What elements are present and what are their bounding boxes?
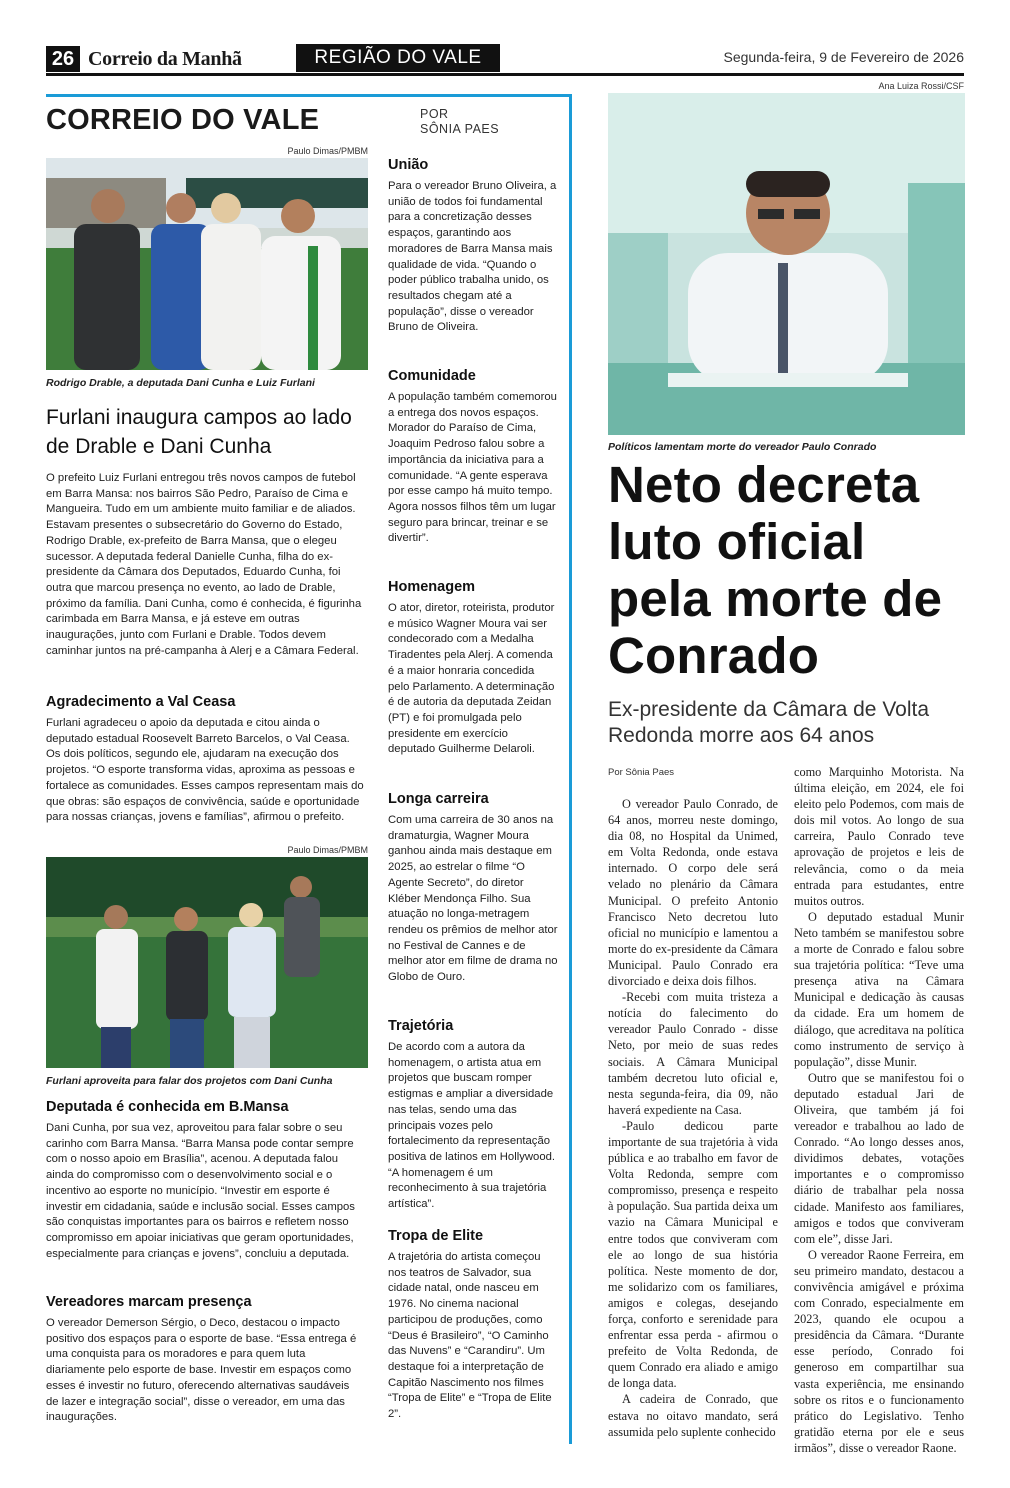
text-deputada: Dani Cunha, por sua vez, aproveitou para falar sobre o seu carinho com Barra Mansa. “Barra Mansa pode contar sempre com o nosso apoio em Brasília”, acenou. A deputada falou ainda do compromisso com o desenvolvimento social e o incentivo ao esporte no município. “Investir em esporte é investir em cidadania, saúde e inclusão social. Esses campos são conquistas importantes para os bairros e refletem nosso compromisso em apoiar iniciativas que geram oportunidades, especialmente para crianças e jovens”, concluiu a deputada.: [46, 1122, 355, 1260]
photo1-image: [46, 158, 368, 370]
main-photo-portrait: [608, 93, 965, 435]
column-headline: Furlani inaugura campos ao lado de Drable e Dani Cunha: [46, 406, 352, 458]
main-photo-caption: Políticos lamentam morte do vereador Paulo Conrado: [608, 441, 877, 453]
column-top-rule: [46, 94, 572, 97]
text-vereadores: O vereador Demerson Sérgio, o Deco, destacou o impacto positivo dos espaços para o esporte de base. “Essa entrega é uma conquista para os moradores e para quem luta diariamente pelo esporte de base. Investir em espaços como esses é investir no futuro, oferecendo alternativas saudáveis de lazer e integração social”, disse o vereador, em uma das inaugurações.: [46, 1317, 357, 1424]
column-byline-name: SÔNIA PAES: [420, 122, 500, 136]
section-label: REGIÃO DO VALE: [296, 44, 500, 72]
text-comunidade: A população também comemorou a entrega dos novos espaços. Morador do Paraíso de Cima, Joaquim Pedroso falou sobre a importância da iniciativa para a comunidade. “A gente esperava por esse campo há muito tempo. Agora nossos filhos têm um lugar seguro para brincar, treinar e se divertir”.: [388, 391, 557, 545]
page-number: 26: [46, 46, 80, 72]
photo1-caption: Rodrigo Drable, a deputada Dani Cunha e Luiz Furlani: [46, 377, 315, 389]
subhead-longa-carreira: Longa carreira: [388, 791, 489, 807]
main-story-column-1: [608, 796, 778, 1440]
column-intro: O prefeito Luiz Furlani entregou três novos campos de futebol em Barra Mansa: nos bairros São Pedro, Paraíso de Cima e Mangueira. Tudo em um ambiente muito familiar e de aliados. Estavam presentes o subsecretário do Governo do Estado, Rodrigo Drable, ex-prefeito de Barra Mansa, que o elegeu sucessor. A deputada federal Danielle Cunha, filha do ex-presidente da Câmara dos Deputados, Eduardo Cunha, foi outra que marcou presença no evento, ao lado de Drable, próximo da família. Dani Cunha, como é conhecida, é figurinha carimbada em Barra Mansa, e já esteve em outras inaugurações, junto com Furlani e Drable. Todos devem caminhar juntos na pré-campanha à Alerj e a Câmara Federal.: [46, 472, 362, 657]
subhead-vereadores: Vereadores marcam presença: [46, 1294, 252, 1310]
main-dek: Ex-presidente da Câmara de Volta Redonda morre aos 64 anos: [608, 698, 930, 747]
main-paragraph: A cadeira de Conrado, que estava no oitavo mandato, será assumida pelo suplente conhecido: [608, 1392, 778, 1439]
photo2-caption: Furlani aproveita para falar dos projetos com Dani Cunha: [46, 1075, 333, 1087]
subhead-homenagem: Homenagem: [388, 579, 476, 595]
text-tropa-de-elite: A trajetória do artista começou nos teatros de Salvador, sua cidade natal, onde nasceu em 1976. No cinema nacional participou de produções, como “Deus é Brasileiro”, “O Caminho das Nuvens” e “Carandiru”. Um destaque foi a interpretação de Capitão Nascimento nos filmes “Tropa de Elite” e “Tropa de Elite 2”.: [388, 1251, 552, 1421]
main-paragraph: Outro que se manifestou foi o deputado estadual Jari de Oliveira, que também já foi vereador e trabalhou ao lado de Conrado. “Ao longo desses anos, dividimos debates, votações importantes e o compromisso diário de trabalhar pela nossa cidade. Manifesto aos familiares, amigos e todos que conviveram com ele”, disse Jari.: [794, 1070, 964, 1246]
main-paragraph: -Paulo dedicou parte importante de sua trajetória à vida pública e ao trabalho em favor de Volta Redonda, sempre com compromisso, presença e respeito à população. Sua partida deixa um vazio na Câmara Municipal e entre todos que conviveram com ele ao longo de sua história política. Neste momento de dor, me solidarizo com os familiares, amigos e colegas, desejando força, conforto e serenidade para enfrentar essa perda - afirmou o prefeito de Volta Redonda, de quem Conrado era aliado e amigo de longa data.: [608, 1118, 778, 1391]
photo-event-inauguration: [46, 158, 368, 370]
main-photo-image: [608, 93, 965, 435]
photo2-credit: Paulo Dimas/PMBM: [287, 845, 368, 855]
photo-field-walk: [46, 857, 368, 1068]
publication-name: Correio da Manhã: [88, 48, 242, 70]
subhead-val-ceasa: Agradecimento a Val Ceasa: [46, 694, 236, 710]
text-val-ceasa: Furlani agradeceu o apoio da deputada e citou ainda o deputado estadual Roosevelt Barreto Barcelos, o Val Ceasa. Os dois políticos, segundo ele, ajudaram na execução dos projetos. “O esporte transforma vidas, aproxima as pessoas e fortalece as comunidades. Esses campos representam mais do que obras: são espaços de convivência, saúde e oportunidade para nossas crianças, jovens e famílias”, afirmou o prefeito.: [46, 717, 364, 824]
main-paragraph: O deputado estadual Munir Neto também se manifestou sobre a morte de Conrado e falou sobre sua trajetória política: “Teve uma presença ativa na Câmara Municipal e dedicação às causas da cidade. Era um homem de diálogo, que acreditava na política como instrumento de serviço à população”, disse Munir.: [794, 909, 964, 1069]
main-paragraph: O vereador Raone Ferreira, em seu primeiro mandato, destacou a convivência amigável e próxima com Conrado, especialmente em 2023, quando ele ocupou a presidência da Câmara. “Durante esse período, Conrado foi generoso em compartilhar sua vasta experiência, me ensinando sobre os ritos e o funcionamento prático do Legislativo. Tenho gratidão eterna por ele e seus irmãos”, disse o vereador Raone.: [794, 1247, 964, 1455]
text-trajetoria: De acordo com a autora da homenagem, o artista atua em projetos que buscam romper estigmas e ampliar a diversidade nas telas, sendo uma das principais vozes pelo fortalecimento da representação positiva de latinos em Hollywood. “A homenagem é um reconhecimento à sua trajetória artística”.: [388, 1041, 556, 1211]
column-title: CORREIO DO VALE: [46, 104, 320, 136]
subhead-deputada: Deputada é conhecida em B.Mansa: [46, 1099, 289, 1115]
header-rule: [46, 73, 964, 76]
main-paragraph: O vereador Paulo Conrado, de 64 anos, morreu neste domingo, dia 08, no Hospital da Unimed, em Volta Redonda, onde estava internado. O corpo dele será velado no plenário da Câmara Municipal. O prefeito Antonio Francisco Neto decretou luto oficial no município e lamentou a morte do ex-presidente da Câmara Municipal. Paulo Conrado era divorciado e deixa dois filhos.: [608, 797, 778, 989]
issue-date: Segunda-feira, 9 de Fevereiro de 2026: [723, 49, 964, 65]
column-side-rule: [569, 94, 572, 1444]
column-byline: [420, 107, 499, 137]
main-paragraph: -Recebi com muita tristeza a notícia do falecimento do vereador Paulo Conrado - disse Neto, por meio de suas redes sociais. A Câmara Municipal também decretou luto oficial e, nesta segunda-feira, dia 09, não haverá expediente na Casa.: [608, 990, 778, 1117]
photo2-image: [46, 857, 368, 1068]
subhead-tropa-de-elite: Tropa de Elite: [388, 1228, 484, 1244]
main-byline: Por Sônia Paes: [608, 767, 675, 778]
main-story-column-2: [794, 764, 964, 1456]
subhead-trajetoria: Trajetória: [388, 1018, 454, 1034]
column-byline-label: POR: [420, 107, 449, 121]
main-paragraph: como Marquinho Motorista. Na última eleição, em 2024, ele foi eleito pelo Podemos, com mais de dois mil votos. Ao longo de sua carreira, Paulo Conrado teve aprovação de projetos e leis de relevância, como o da meia entrada para estudantes, entre muitos outros.: [794, 765, 964, 908]
subhead-uniao: União: [388, 157, 429, 173]
main-photo-credit: Ana Luiza Rossi/CSF: [878, 81, 964, 91]
subhead-comunidade: Comunidade: [388, 368, 476, 384]
main-headline: Neto decreta luto oficial pela morte de Conrado: [608, 456, 943, 684]
text-uniao: Para o vereador Bruno Oliveira, a união de todos foi fundamental para a concretização desses espaços, garantindo aos moradores de Barra Mansa mais qualidade de vida. “Quando o poder público trabalha unido, os resultados chegam até a população”, disse o vereador Bruno de Oliveira.: [388, 180, 557, 334]
photo1-credit: Paulo Dimas/PMBM: [287, 146, 368, 156]
text-homenagem: O ator, diretor, roteirista, produtor e músico Wagner Moura vai ser condecorado com a Medalha Tiradentes pela Alerj. A comenda é a maior honraria concedida pelo Parlamento. A determinação é de autoria da deputada Zeidan (PT) e foi promulgada pelo presidente em exercício deputado Guilherme Delaroli.: [388, 602, 555, 756]
text-longa-carreira: Com uma carreira de 30 anos na dramaturgia, Wagner Moura ganhou ainda mais destaque em 2025, ao estrelar o filme “O Agente Secreto”, do diretor Kléber Mendonça Filho. Sua atuação no longa-metragem rendeu os prêmios de melhor ator no Festival de Cannes e de melhor ator em filme de drama no Globo de Ouro.: [388, 814, 558, 984]
